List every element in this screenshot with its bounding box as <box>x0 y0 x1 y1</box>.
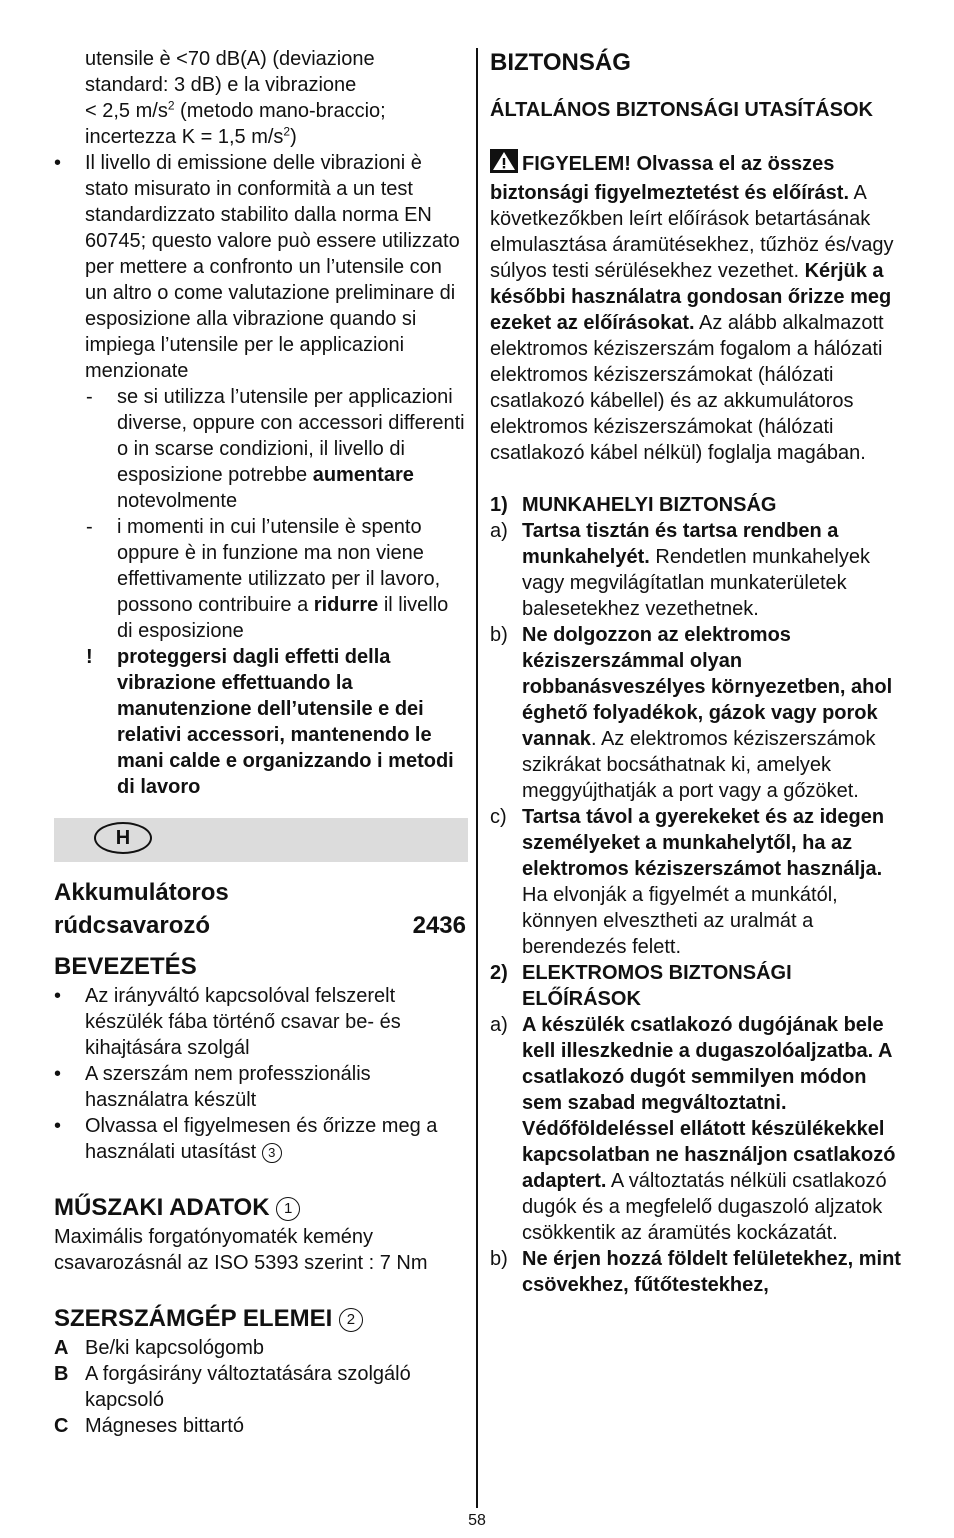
part-item-c <box>54 1413 466 1439</box>
superscript: 2 <box>167 98 175 113</box>
rule-2a <box>490 1012 902 1246</box>
rule-bold: Tartsa távol a gyerekeket és az idegen személyeket a munkahelytől, ha az elektromos kéziszerszámot használja. <box>522 806 885 880</box>
rule-1a <box>490 518 902 622</box>
dash-item-2 <box>54 514 466 644</box>
bullet-marker: • <box>54 985 62 1007</box>
rule-bold: Ne dolgozzon az elektromos kéziszerszámmal olyan robbanásveszélyes környezetben, ahol éghető folyadékok, gázok vagy porok vannak <box>522 624 893 750</box>
general-safety-heading: ÁLTALÁNOS BIZTONSÁGI UTASÍTÁSOK <box>490 99 873 121</box>
heading-text: SZERSZÁMGÉP ELEMEI <box>54 1305 339 1332</box>
text-line: incertezza K = 1,5 m/s <box>85 126 284 148</box>
text-line: < 2,5 m/s <box>85 100 168 122</box>
tech-heading <box>54 1191 466 1224</box>
part-item-b <box>54 1361 466 1413</box>
part-letter: B <box>54 1363 69 1385</box>
dash-text: notevolmente <box>117 490 238 512</box>
figure-ref-2: 2 <box>339 1308 363 1332</box>
exclamation-text: proteggersi dagli effetti della vibrazione effettuando la manutenzione dell’utensile e dei relativi accessori, mantenendo le mani calde e organizzando i metodi di lavoro <box>117 646 454 798</box>
right-column <box>490 46 902 1298</box>
dash-marker: - <box>86 386 93 408</box>
warning-bold: FIGYELEM! Olvassa el az összes biztonsági figyelmeztetést és előírást. <box>490 153 849 204</box>
vibration-bullet <box>54 150 466 384</box>
rule-2b <box>490 1246 902 1298</box>
warning-bold: Kérjük a későbbi használatra gondosan őrizze meg ezeket az előírásokat. <box>490 260 892 334</box>
model-number: 2436 <box>412 912 466 939</box>
rule-1c <box>490 804 902 960</box>
dash-text: se si utilizza l’utensile per applicazioni diverse, oppure con accessori differenti o in scarse condizioni, il livello di esposizione potrebbe <box>117 386 465 486</box>
rule-marker: c) <box>490 806 507 828</box>
parts-heading <box>54 1302 466 1335</box>
superscript: 2 <box>283 124 291 139</box>
rule-marker: b) <box>490 1248 508 1270</box>
part-letter: C <box>54 1415 69 1437</box>
dash-text: il livello di esposizione <box>117 594 449 642</box>
section-number: 1) <box>490 494 508 516</box>
part-text: Be/ki kapcsológomb <box>85 1337 264 1359</box>
rule-bold: Ne érjen hozzá földelt felületekhez, mint csövekhez, fűtőtestekhez, <box>522 1248 901 1296</box>
rule-text: . Az elektromos kéziszerszámok szikrákat bocsáthatnak ki, amelyek meggyújthatják a port vagy a gőzöket. <box>522 728 876 802</box>
warning-text: A következőkben leírt előírások betartásának elmulasztása áramütésekhez, tűzhöz és/vagy súlyos testi sérülésekhez vezethet. <box>490 182 894 282</box>
heading-text: MŰSZAKI ADATOK <box>54 1194 277 1221</box>
text-line: ) <box>290 126 297 148</box>
bullet-text: Az irányváltó kapcsolóval felszerelt készülék fába történő csavar be- és kihajtására szolgál <box>85 985 401 1059</box>
dash-bold: aumentare <box>312 464 414 486</box>
bullet-marker: • <box>54 152 62 174</box>
intro-item <box>54 1061 466 1113</box>
language-code-badge: H <box>94 822 152 854</box>
part-letter: A <box>54 1337 69 1359</box>
figure-ref-1: 1 <box>276 1197 300 1221</box>
product-title: Akkumulátoros <box>54 879 229 906</box>
section-number: 2) <box>490 962 508 984</box>
section-1-heading <box>490 492 902 518</box>
dash-text: i momenti in cui l’utensile è spento oppure è in funzione ma non viene effettivamente utilizzato per il lavoro, possono contribuire a <box>117 516 441 616</box>
product-title-line-1 <box>54 876 466 909</box>
language-band <box>54 818 468 862</box>
page-number: 58 <box>468 1512 486 1529</box>
warning-triangle-icon <box>490 149 518 180</box>
rule-marker: b) <box>490 624 508 646</box>
continued-paragraph <box>54 46 466 150</box>
left-column <box>54 46 466 1439</box>
bullet-text: Il livello di emissione delle vibrazioni è stato misurato in conformità a un test standardizzato stabilito dalla norma EN 60745; questo valore può essere utilizzato per mettere a confronto un l’utensile con un altro o come valutazione preliminare di esposizione alla vibrazione quando si impiega l’utensile per le applicazioni menzionate <box>85 152 460 382</box>
rule-text: Ha elvonják a figyelmét a munkától, könnyen elvesztheti az uralmát a berendezés felett. <box>522 884 838 958</box>
part-item-a <box>54 1335 466 1361</box>
rule-marker: a) <box>490 520 508 542</box>
warning-text: Az alább alkalmazott elektromos kéziszerszám fogalom a hálózati elektromos kéziszerszámokat (hálózati csatlakozó kábellel) és az akkumulátoros elektromos kéziszerszámokat (hálózati csatlakozó kábel nélkül) foglalja magában. <box>490 312 884 464</box>
bullet-text: A szerszám nem professzionális használatra készült <box>85 1063 371 1111</box>
text-line: utensile è <70 dB(A) (deviazione <box>85 48 375 70</box>
bullet-marker: • <box>54 1115 62 1137</box>
exclamation-marker: ! <box>86 646 93 668</box>
product-title-line-2 <box>54 909 466 942</box>
intro-heading: BEVEZETÉS <box>54 953 197 980</box>
rule-text: Rendetlen munkahelyek vagy megvilágítatlan munkaterületek balesetekhez vezethetnek. <box>522 546 870 620</box>
section-title: ELEKTROMOS BIZTONSÁGI ELŐÍRÁSOK <box>522 962 792 1010</box>
intro-item <box>54 1113 466 1165</box>
product-title: rúdcsavarozó <box>54 912 211 939</box>
column-divider <box>476 48 478 1508</box>
rule-bold: A készülék csatlakozó dugójának bele kell illeszkednie a dugaszolóaljzatba. A csatlakozó dugót semmilyen módon sem szabad megváltoztatni. Védőföldeléssel ellátott készülékekkel kapcsolatban ne használjon csatlakozó adaptert. <box>522 1014 896 1192</box>
rule-1b <box>490 622 902 804</box>
text-line: standard: 3 dB) e la vibrazione <box>85 74 357 96</box>
text-line: (metodo mano-braccio; <box>174 100 386 122</box>
exclamation-item <box>54 644 466 800</box>
section-2-heading <box>490 960 902 1012</box>
intro-item <box>54 983 466 1061</box>
rule-marker: a) <box>490 1014 508 1036</box>
rule-bold: Tartsa tisztán és tartsa rendben a munkahelyét. <box>522 520 839 568</box>
rule-text: A változtatás nélküli csatlakozó dugók és a megfelelő dugaszoló aljzatok csökkentik az áramütés kockázatát. <box>522 1170 887 1244</box>
dash-marker: - <box>86 516 93 538</box>
figure-ref-3: 3 <box>262 1143 282 1163</box>
tech-text: Maximális forgatónyomaték kemény csavarozásnál az ISO 5393 szerint : 7 Nm <box>54 1226 428 1274</box>
section-title: MUNKAHELYI BIZTONSÁG <box>522 494 777 516</box>
warning-paragraph <box>490 149 902 466</box>
safety-heading: BIZTONSÁG <box>490 49 631 76</box>
dash-item-1 <box>54 384 466 514</box>
part-text: A forgásirány változtatására szolgáló kapcsoló <box>85 1363 411 1411</box>
bullet-text: Olvassa el figyelmesen és őrizze meg a használati utasítást <box>85 1115 438 1163</box>
dash-bold: ridurre <box>313 594 379 616</box>
part-text: Mágneses bittartó <box>85 1415 244 1437</box>
bullet-marker: • <box>54 1063 62 1085</box>
